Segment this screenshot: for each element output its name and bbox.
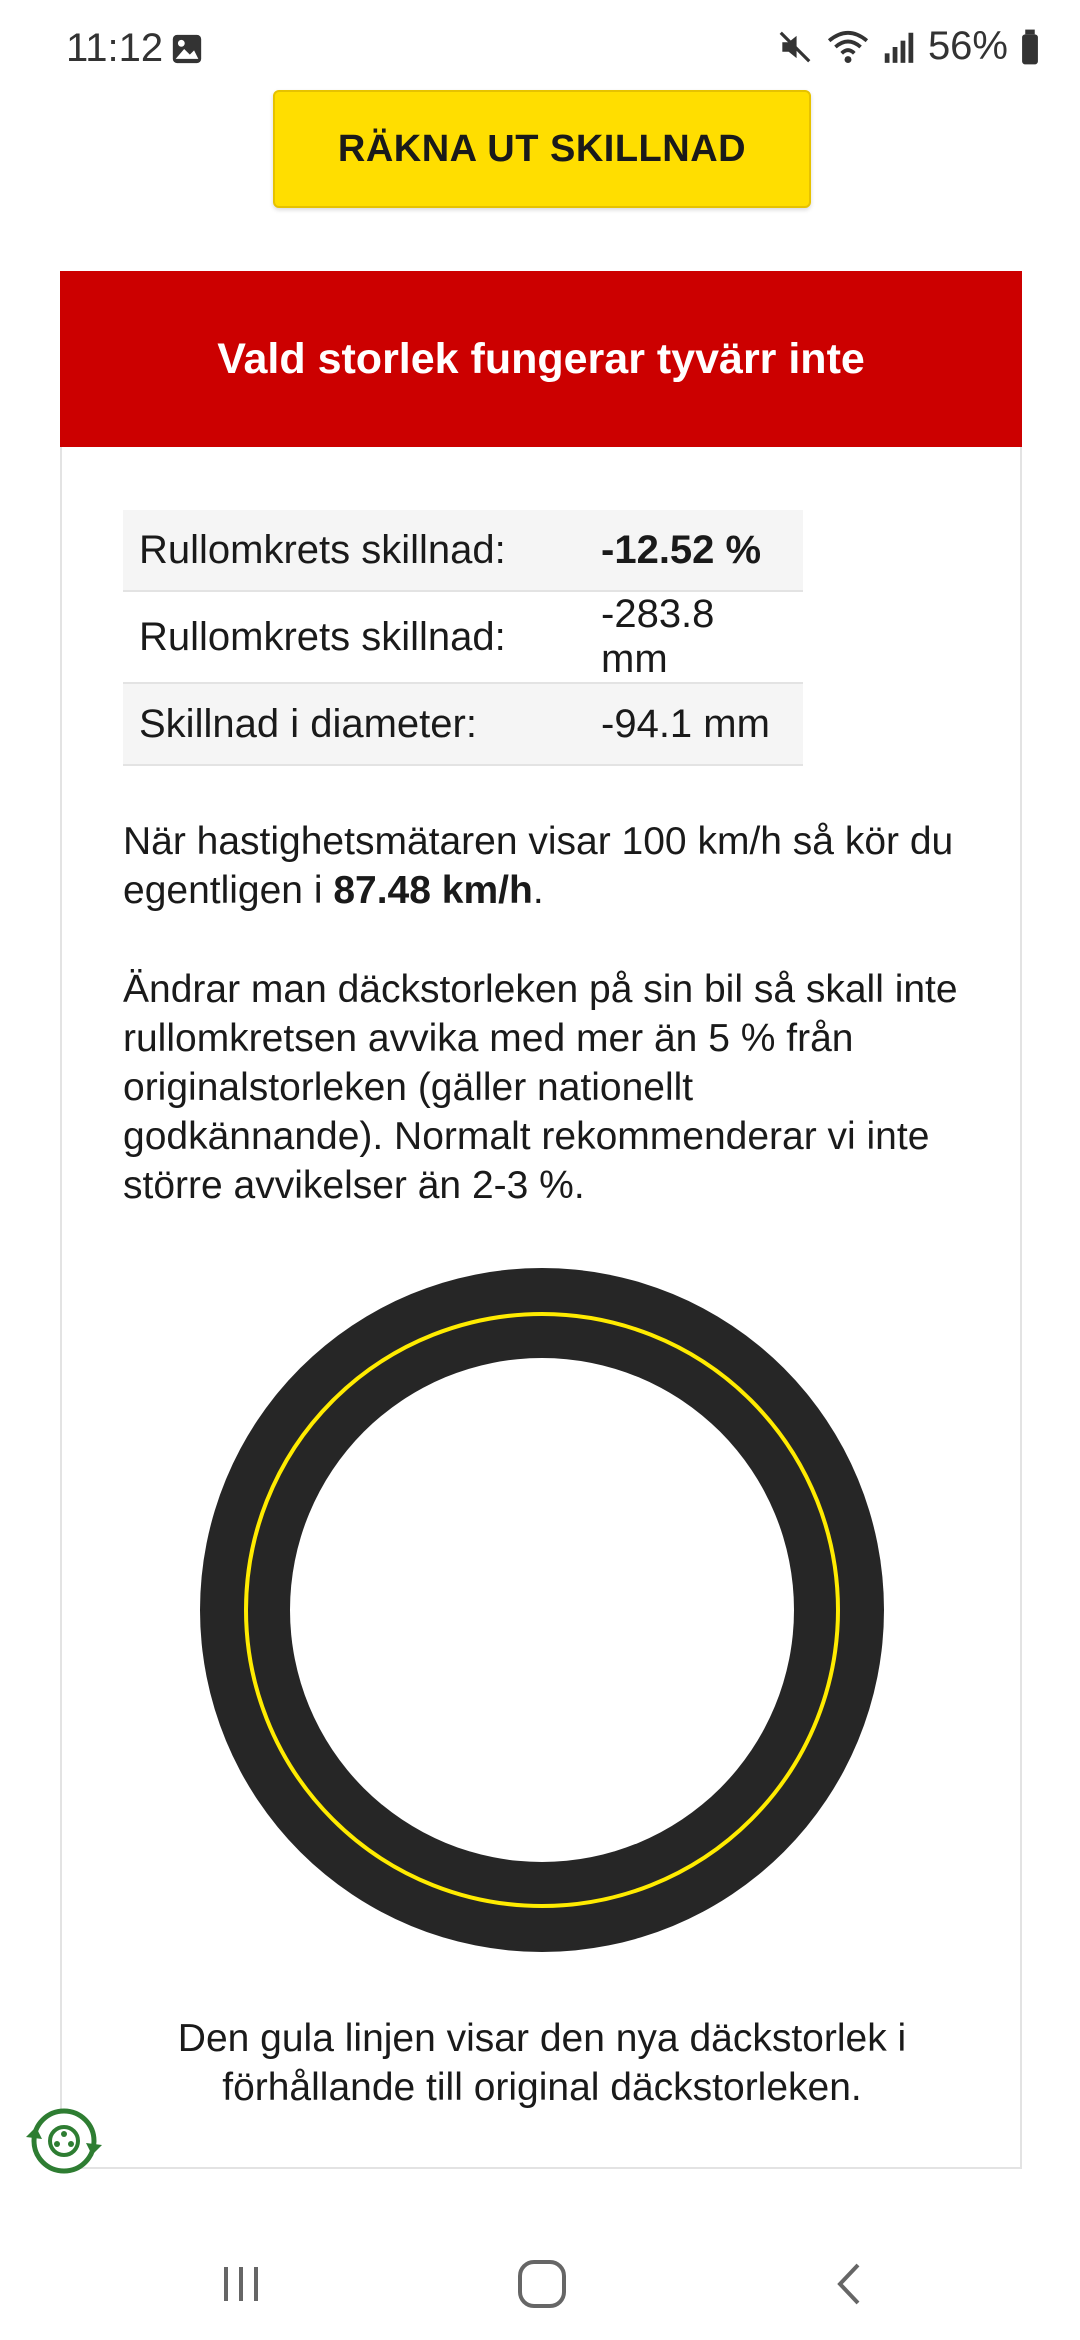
status-bar xyxy=(0,0,1080,100)
recycle-tire-icon[interactable] xyxy=(20,2097,108,2185)
calculate-difference-button[interactable]: RÄKNA UT SKILLNAD xyxy=(273,90,811,208)
tire-diagram xyxy=(200,1268,884,1952)
row-value: -12.52 % xyxy=(585,510,803,591)
row-value: -283.8 mm xyxy=(585,591,803,683)
battery-percent: 56% xyxy=(927,24,1008,68)
speed-note-prefix: När hastighetsmätaren visar 100 km/h så kör du egentligen i xyxy=(123,820,954,912)
recent-apps-button[interactable] xyxy=(211,2254,271,2314)
mute-icon xyxy=(776,28,814,66)
actual-speed-value: 87.48 km/h xyxy=(333,869,533,912)
row-value: -94.1 mm xyxy=(585,683,803,765)
table-row xyxy=(123,591,803,683)
recommendation-text: Ändrar man däckstorleken på sin bil så skall inte rullomkretsen avvika med mer än 5 % från originalstorleken (gäller nationellt godkännande). Normalt rekommenderar vi inte större avvikelser än 2-3 %. xyxy=(123,968,958,1207)
speed-note xyxy=(123,817,963,915)
status-time: 11:12 xyxy=(66,26,164,70)
row-label: Skillnad i diameter: xyxy=(123,683,585,765)
system-nav-bar xyxy=(0,2230,1080,2340)
back-button[interactable] xyxy=(820,2254,880,2314)
banner-title: Vald storlek fungerar tyvärr inte xyxy=(217,334,865,383)
speed-note-suffix: . xyxy=(532,869,544,912)
signal-icon xyxy=(882,28,916,66)
recent-apps-icon xyxy=(216,2259,266,2309)
table-row xyxy=(123,510,803,591)
error-banner xyxy=(60,271,1022,447)
home-button[interactable] xyxy=(512,2254,572,2314)
table-row xyxy=(123,683,803,765)
gallery-icon xyxy=(170,32,204,66)
wifi-icon xyxy=(826,28,870,66)
back-icon xyxy=(825,2259,875,2309)
battery-icon xyxy=(1020,28,1040,66)
row-label: Rullomkrets skillnad: xyxy=(123,591,585,683)
result-table xyxy=(123,510,803,766)
tire-rim xyxy=(290,1358,794,1862)
row-label: Rullomkrets skillnad: xyxy=(123,510,585,591)
home-icon xyxy=(515,2257,569,2311)
diagram-caption: Den gula linjen visar den nya däckstorlek i förhållande till original däckstorleken. xyxy=(177,2017,907,2109)
